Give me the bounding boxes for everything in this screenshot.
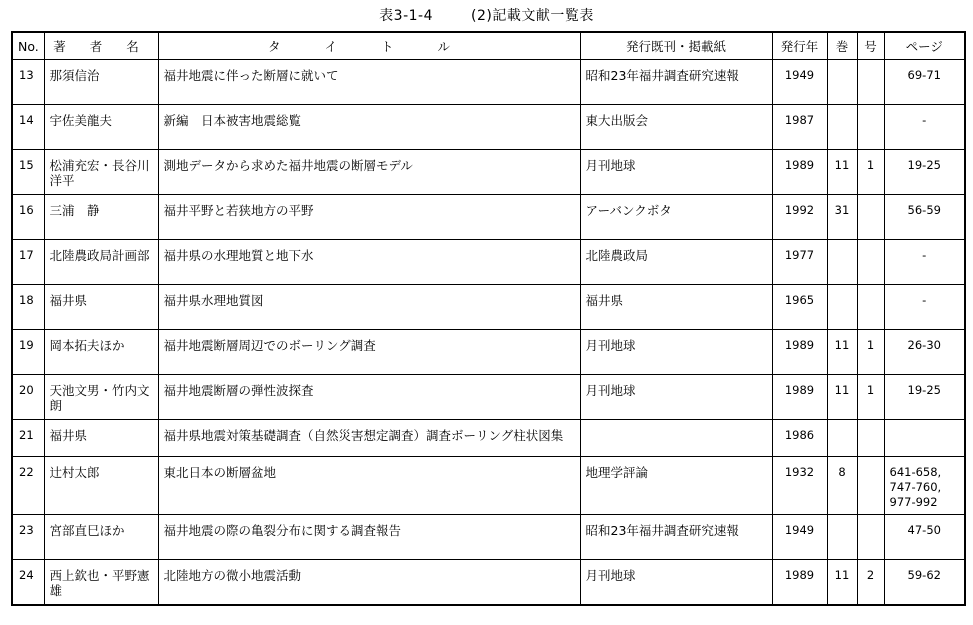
cell-publisher: 福井県 xyxy=(580,285,772,330)
table-row xyxy=(12,420,965,457)
cell-publisher: 月刊地球 xyxy=(580,150,772,195)
header-page: ページ xyxy=(884,32,965,60)
cell-title: 測地データから求めた福井地震の断層モデル xyxy=(158,150,580,195)
cell-publisher: 東大出版会 xyxy=(580,105,772,150)
cell-page: 641-658, 747-760, 977-992 xyxy=(884,457,965,515)
cell-volume: 11 xyxy=(827,330,857,375)
cell-publisher xyxy=(580,420,772,457)
cell-title: 福井地震に伴った断層に就いて xyxy=(158,60,580,105)
cell-author: 福井県 xyxy=(44,420,158,457)
cell-page: 26-30 xyxy=(884,330,965,375)
cell-publisher: 月刊地球 xyxy=(580,330,772,375)
cell-issue: 2 xyxy=(857,560,884,605)
cell-publisher: 地理学評論 xyxy=(580,457,772,515)
cell-issue xyxy=(857,105,884,150)
cell-volume xyxy=(827,60,857,105)
cell-page: 69-71 xyxy=(884,60,965,105)
cell-author: 那須信治 xyxy=(44,60,158,105)
page-title xyxy=(0,5,973,25)
table-row xyxy=(12,105,965,150)
references-table xyxy=(11,31,966,606)
cell-no: 16 xyxy=(12,195,44,240)
cell-page: 59-62 xyxy=(884,560,965,605)
cell-volume xyxy=(827,285,857,330)
cell-title: 福井地震断層周辺でのボーリング調査 xyxy=(158,330,580,375)
cell-page: - xyxy=(884,240,965,285)
table-row xyxy=(12,515,965,560)
cell-page: - xyxy=(884,105,965,150)
cell-publisher: 月刊地球 xyxy=(580,560,772,605)
cell-publisher: 昭和23年福井調査研究速報 xyxy=(580,60,772,105)
cell-title: 東北日本の断層盆地 xyxy=(158,457,580,515)
cell-author: 天池文男・竹内文朗 xyxy=(44,375,158,420)
cell-no: 14 xyxy=(12,105,44,150)
cell-year: 1949 xyxy=(772,515,827,560)
cell-year: 1949 xyxy=(772,60,827,105)
cell-issue: 1 xyxy=(857,375,884,420)
cell-author: 松浦充宏・長谷川洋平 xyxy=(44,150,158,195)
cell-no: 13 xyxy=(12,60,44,105)
cell-publisher: 昭和23年福井調査研究速報 xyxy=(580,515,772,560)
cell-page: 47-50 xyxy=(884,515,965,560)
cell-volume: 11 xyxy=(827,150,857,195)
header-issue: 号 xyxy=(857,32,884,60)
cell-year: 1965 xyxy=(772,285,827,330)
cell-year: 1986 xyxy=(772,420,827,457)
cell-issue: 1 xyxy=(857,330,884,375)
header-year: 発行年 xyxy=(772,32,827,60)
cell-year: 1932 xyxy=(772,457,827,515)
cell-year: 1989 xyxy=(772,375,827,420)
cell-volume: 11 xyxy=(827,560,857,605)
cell-issue xyxy=(857,240,884,285)
cell-no: 23 xyxy=(12,515,44,560)
table-caption: (2)記載文献一覧表 xyxy=(470,8,594,24)
cell-no: 24 xyxy=(12,560,44,605)
table-row xyxy=(12,195,965,240)
cell-author: 宮部直巳ほか xyxy=(44,515,158,560)
cell-year: 1989 xyxy=(772,560,827,605)
cell-volume: 31 xyxy=(827,195,857,240)
header-title: タ イ ト ル xyxy=(158,32,580,60)
cell-volume xyxy=(827,105,857,150)
cell-issue xyxy=(857,420,884,457)
cell-title: 福井県の水理地質と地下水 xyxy=(158,240,580,285)
table-row xyxy=(12,330,965,375)
cell-page: 56-59 xyxy=(884,195,965,240)
cell-no: 21 xyxy=(12,420,44,457)
table-row xyxy=(12,240,965,285)
cell-no: 22 xyxy=(12,457,44,515)
cell-title: 福井県地震対策基礎調査（自然災害想定調査）調査ボーリング柱状図集 xyxy=(158,420,580,457)
table-row xyxy=(12,560,965,605)
cell-year: 1989 xyxy=(772,330,827,375)
cell-title: 福井平野と若狭地方の平野 xyxy=(158,195,580,240)
cell-volume: 8 xyxy=(827,457,857,515)
cell-no: 17 xyxy=(12,240,44,285)
table-header-row xyxy=(12,32,965,60)
cell-publisher: 月刊地球 xyxy=(580,375,772,420)
cell-author: 辻村太郎 xyxy=(44,457,158,515)
cell-volume xyxy=(827,515,857,560)
cell-publisher: アーバンクボタ xyxy=(580,195,772,240)
header-publisher: 発行既刊・掲載紙 xyxy=(580,32,772,60)
cell-title: 福井地震断層の弾性波探査 xyxy=(158,375,580,420)
cell-author: 岡本拓夫ほか xyxy=(44,330,158,375)
cell-volume xyxy=(827,240,857,285)
cell-author: 西上欽也・平野憲雄 xyxy=(44,560,158,605)
cell-author: 宇佐美龍夫 xyxy=(44,105,158,150)
cell-title: 新編 日本被害地震総覧 xyxy=(158,105,580,150)
cell-volume: 11 xyxy=(827,375,857,420)
cell-page: - xyxy=(884,285,965,330)
cell-issue xyxy=(857,515,884,560)
cell-year: 1977 xyxy=(772,240,827,285)
table-row xyxy=(12,285,965,330)
cell-title: 福井地震の際の亀裂分布に関する調査報告 xyxy=(158,515,580,560)
cell-author: 福井県 xyxy=(44,285,158,330)
cell-page: 19-25 xyxy=(884,150,965,195)
cell-year: 1987 xyxy=(772,105,827,150)
cell-author: 北陸農政局計画部 xyxy=(44,240,158,285)
table-row xyxy=(12,150,965,195)
cell-page xyxy=(884,420,965,457)
table-number: 表3-1-4 xyxy=(379,8,433,24)
table-row xyxy=(12,60,965,105)
cell-issue xyxy=(857,457,884,515)
cell-no: 20 xyxy=(12,375,44,420)
cell-issue xyxy=(857,60,884,105)
cell-no: 19 xyxy=(12,330,44,375)
cell-no: 15 xyxy=(12,150,44,195)
cell-issue xyxy=(857,195,884,240)
cell-year: 1992 xyxy=(772,195,827,240)
cell-page: 19-25 xyxy=(884,375,965,420)
table-row xyxy=(12,457,965,515)
cell-year: 1989 xyxy=(772,150,827,195)
cell-issue: 1 xyxy=(857,150,884,195)
cell-title: 北陸地方の微小地震活動 xyxy=(158,560,580,605)
header-no: No. xyxy=(12,32,44,60)
table-row xyxy=(12,375,965,420)
cell-no: 18 xyxy=(12,285,44,330)
cell-author: 三浦 静 xyxy=(44,195,158,240)
cell-title: 福井県水理地質図 xyxy=(158,285,580,330)
header-volume: 巻 xyxy=(827,32,857,60)
header-author: 著 者 名 xyxy=(44,32,158,60)
cell-publisher: 北陸農政局 xyxy=(580,240,772,285)
cell-volume xyxy=(827,420,857,457)
cell-issue xyxy=(857,285,884,330)
